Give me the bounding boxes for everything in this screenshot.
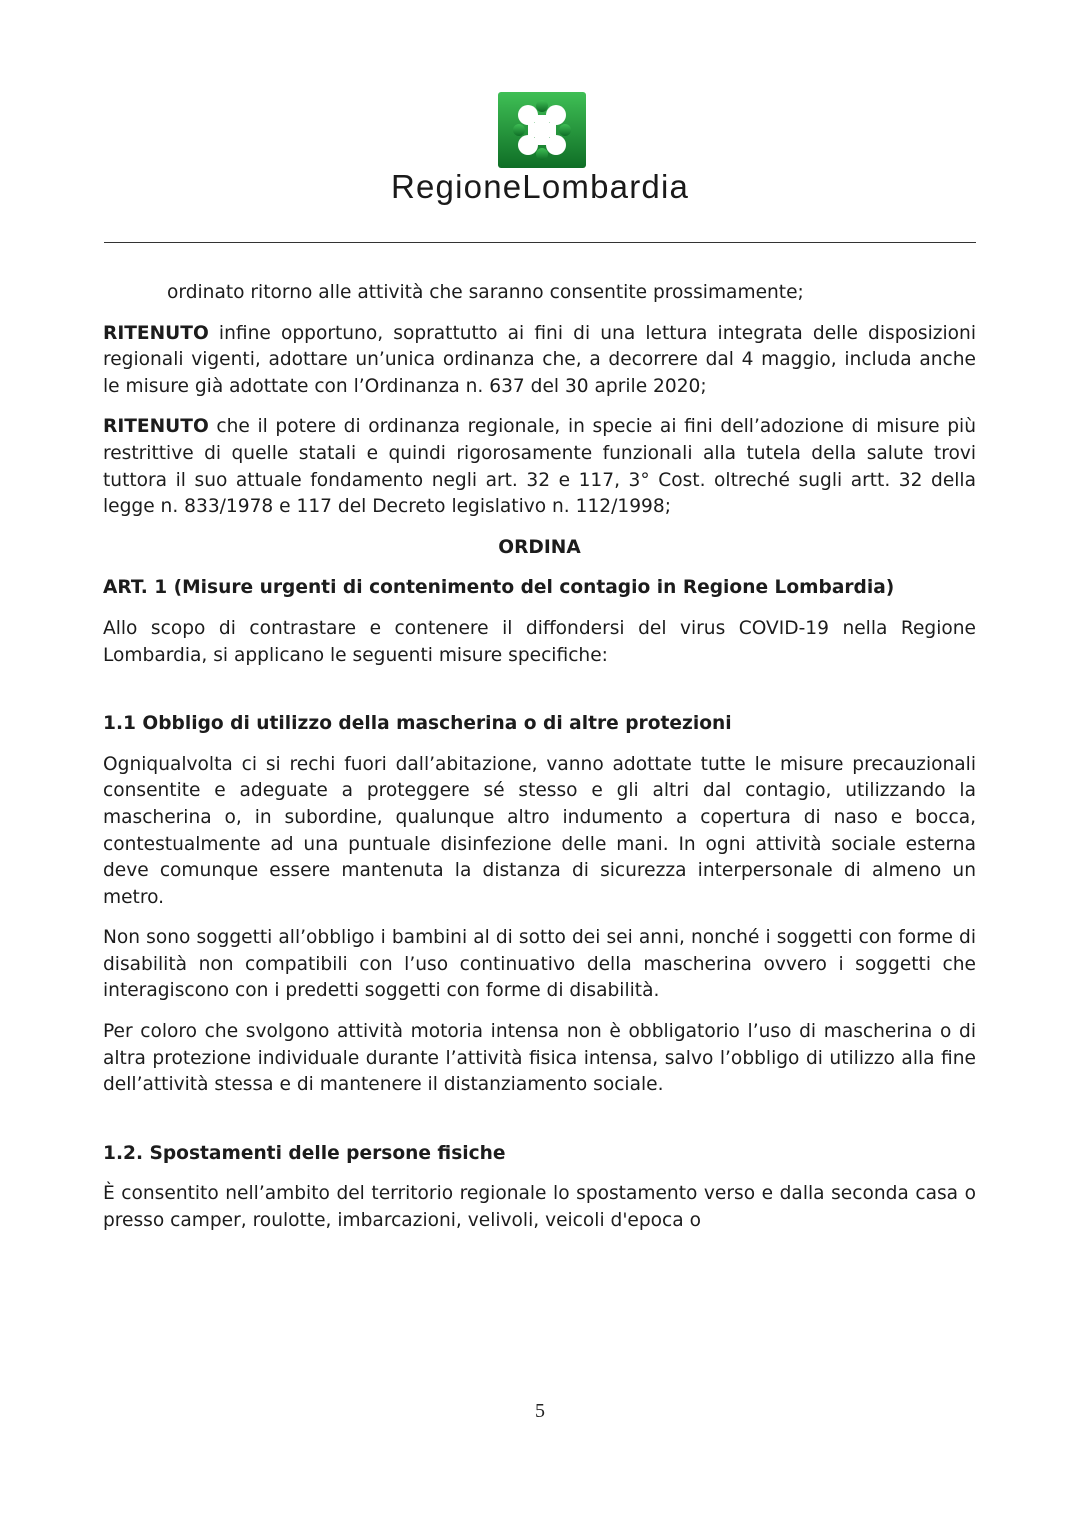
- section-1-1-title: 1.1 Obbligo di utilizzo della mascherina o di altre protezioni: [103, 713, 732, 735]
- ritenuto-paragraph-1: [103, 321, 976, 401]
- spacer: [103, 1113, 976, 1141]
- continued-paragraph: ordinato ritorno alle attività che saranno consentite prossimamente;: [167, 282, 804, 303]
- ritenuto-lead: RITENUTO: [103, 322, 209, 344]
- page-number: 5: [535, 1400, 545, 1422]
- ritenuto-paragraph-2: [103, 414, 976, 520]
- section-1-1-paragraph: Ogniqualvolta ci si rechi fuori dall’abitazione, vanno adottate tutte le misure precauzionali consentite e adeguate a proteggere sé stesso e gli altri dal contagio, utilizzando la mascherina o, in subordine, qualunque altro indumento a copertura di naso e bocca, contestualmente ad una puntuale disinfezione delle mani. In ogni attività sociale esterna deve comunque essere mantenuta la distanza di sicurezza interpersonale di almeno un metro.: [103, 753, 976, 908]
- ordina-heading: ORDINA: [498, 536, 581, 558]
- ritenuto-text: che il potere di ordinanza regionale, in specie ai fini dell’adozione di misure più restrittive di quelle statali e quindi rigorosamente funzionali alla tutela della salute trovi tuttora il suo attuale fondamento negli art. 32 e 117, 3° Cost. oltreché sugli artt. 32 della legge n. 833/1978 e 117 del Decreto legislativo n. 112/1998;: [103, 416, 976, 518]
- header-divider: [104, 242, 976, 243]
- document-body: [103, 280, 976, 1249]
- ritenuto-lead: RITENUTO: [103, 416, 209, 438]
- section-1-2-paragraph: È consentito nell’ambito del territorio regionale lo spostamento verso e dalla seconda casa o presso camper, roulotte, imbarcazioni, velivoli, veicoli d'epoca o: [103, 1183, 976, 1232]
- article-1-title: ART. 1 (Misure urgenti di contenimento del contagio in Regione Lombardia): [103, 577, 895, 599]
- spacer: [103, 683, 976, 711]
- section-1-2-title: 1.2. Spostamenti delle persone fisiche: [103, 1142, 506, 1164]
- regione-lombardia-logo: [498, 92, 586, 168]
- brand-name: RegioneLombardia: [390, 168, 690, 205]
- section-1-1-paragraph: Per coloro che svolgono attività motoria intensa non è obbligatorio l’uso di mascherina o di altra protezione individuale durante l’attività fisica intensa, salvo l’obbligo di utilizzo alla fine dell’attività stessa e di mantenere il distanziamento sociale.: [103, 1021, 976, 1096]
- article-1-intro: Allo scopo di contrastare e contenere il diffondersi del virus COVID-19 nella Regione Lombardia, si applicano le seguenti misure specifiche:: [103, 617, 976, 666]
- section-1-1-paragraph: Non sono soggetti all’obbligo i bambini al di sotto dei sei anni, nonché i soggetti con forme di disabilità non compatibili con l’uso continuativo della mascherina ovvero i soggetti che interagiscono con i predetti soggetti con forme di disabilità.: [103, 927, 976, 1002]
- ritenuto-text: infine opportuno, soprattutto ai fini di una lettura integrata delle disposizioni regionali vigenti, adottare un’unica ordinanza che, a decorrere dal 4 maggio, includa anche le misure già adottate con l’Ordinanza n. 637 del 30 aprile 2020;: [103, 322, 976, 397]
